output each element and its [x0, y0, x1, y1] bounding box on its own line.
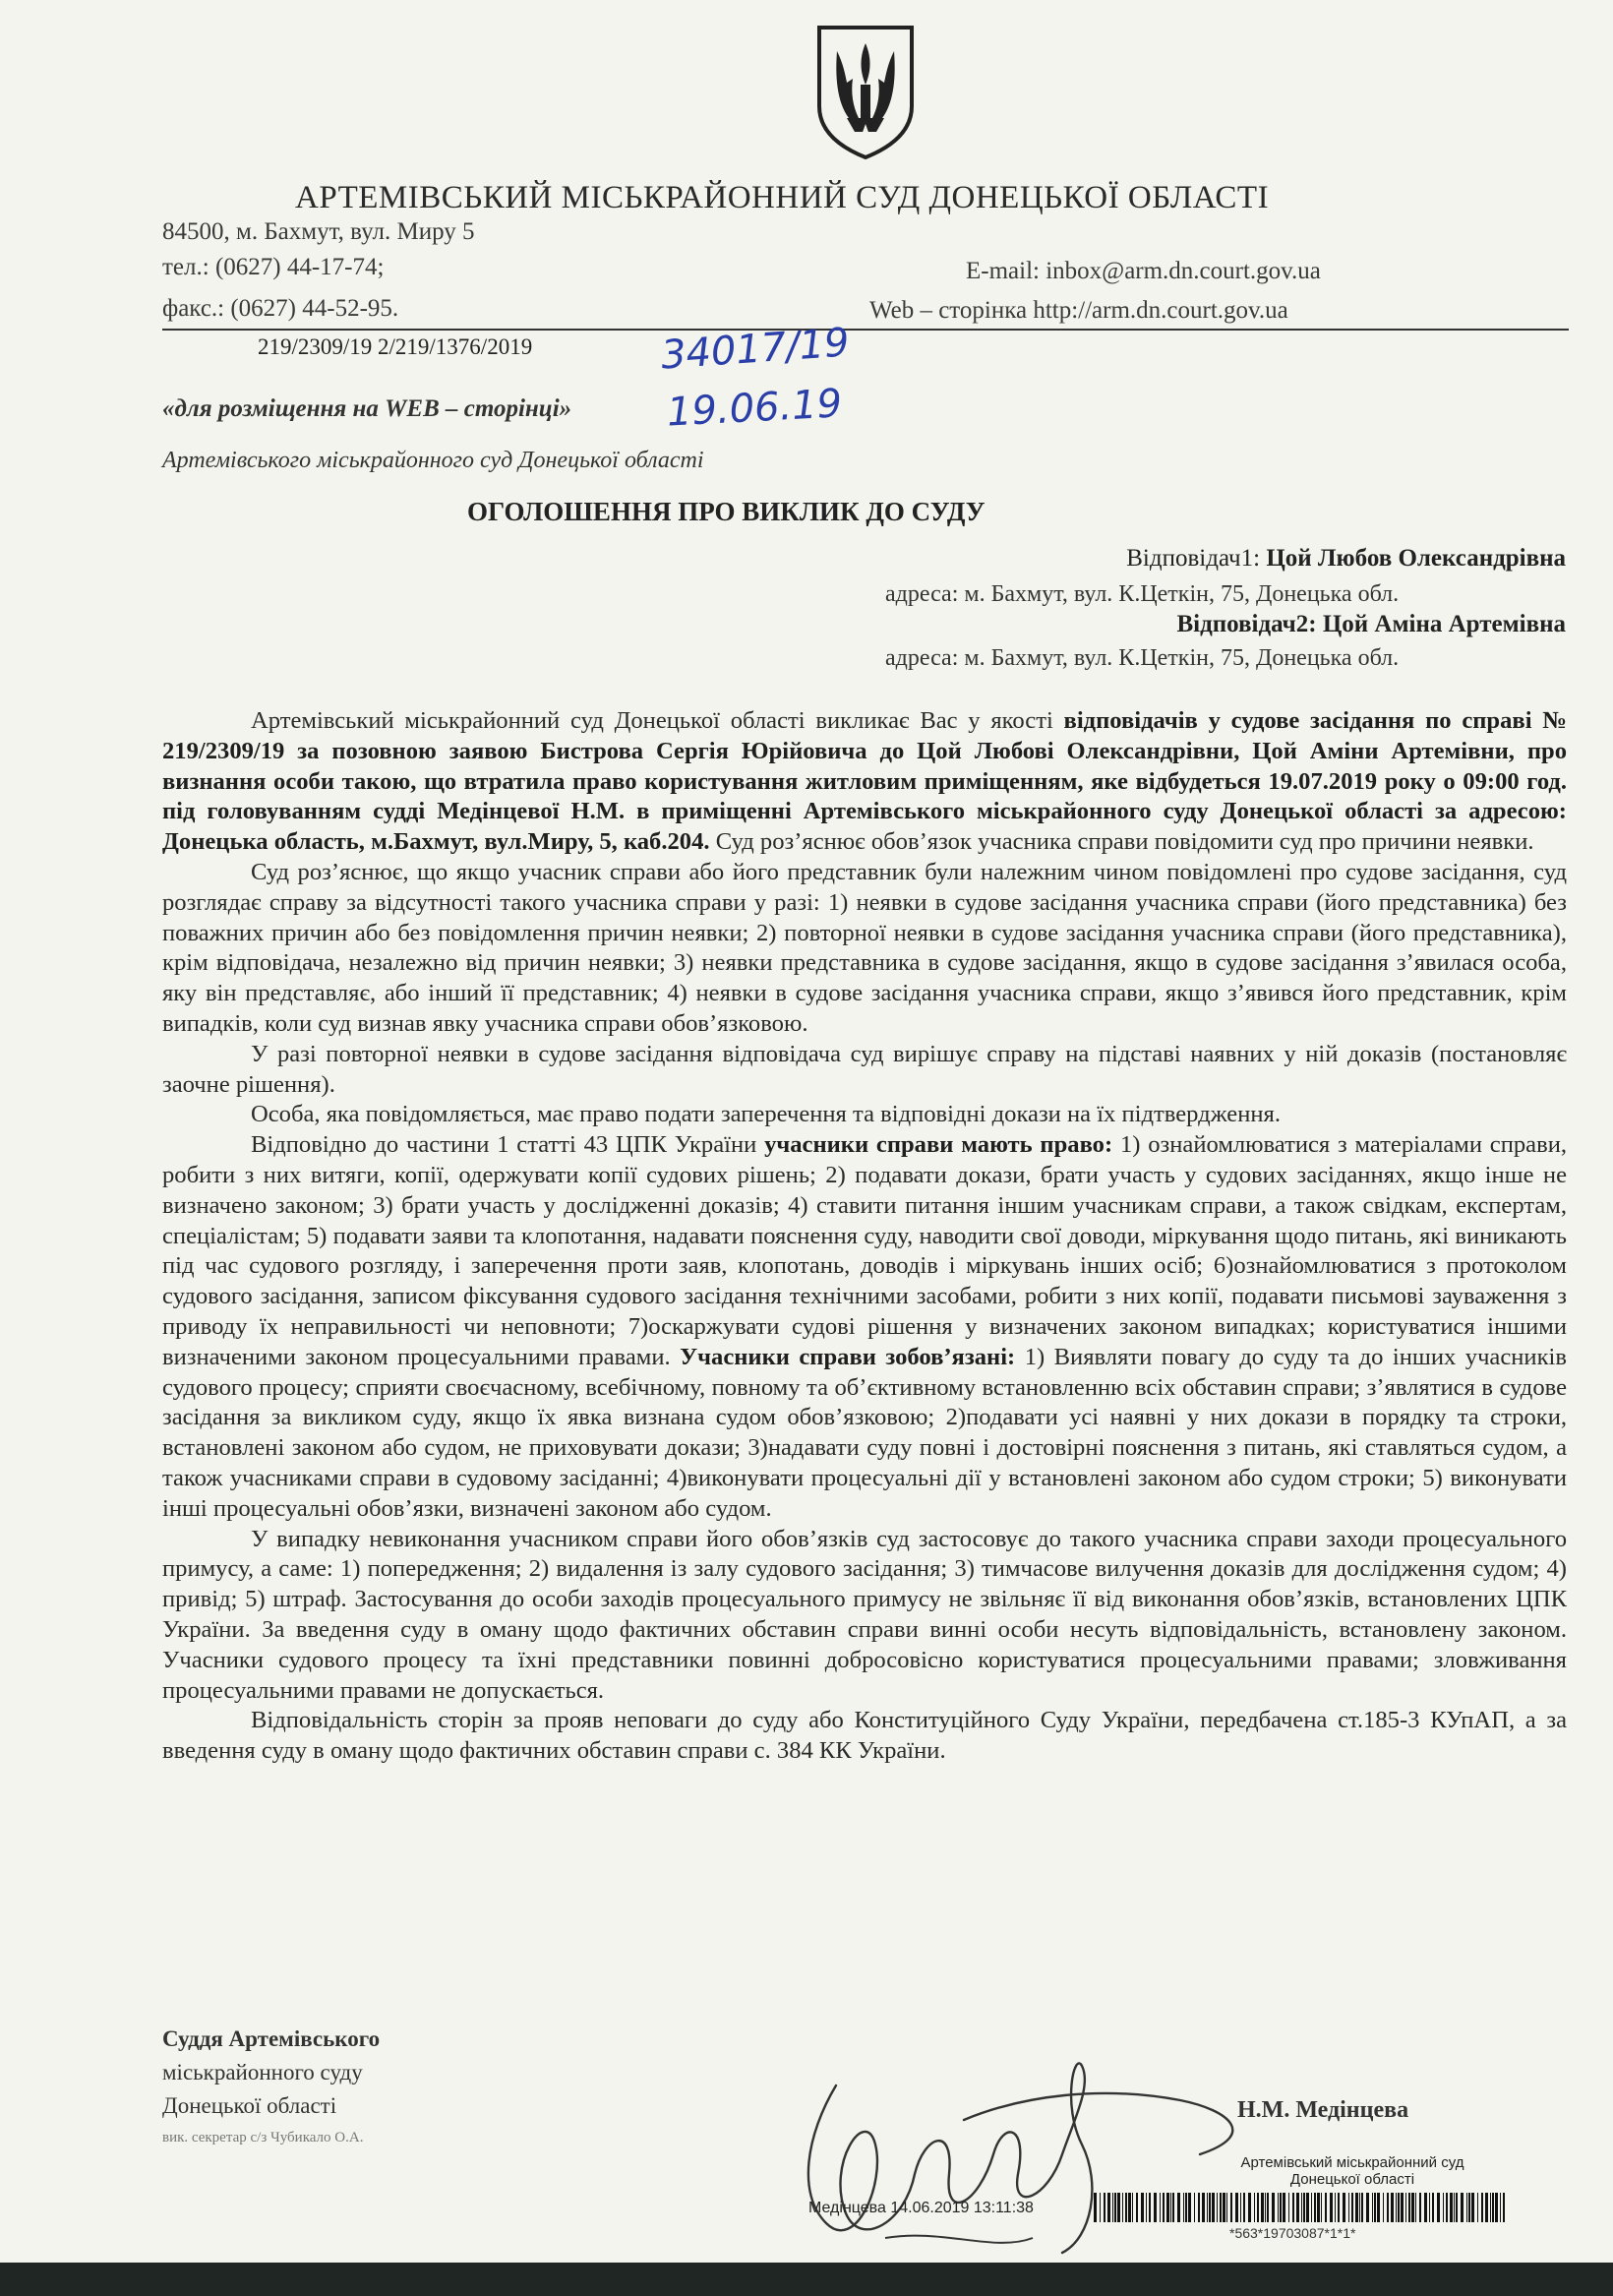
- barcode-bar: [1235, 2193, 1238, 2222]
- barcode-bar: [1100, 2193, 1101, 2222]
- barcode-bar: [1495, 2193, 1498, 2222]
- barcode-bar: [1104, 2193, 1105, 2222]
- defendant-2-name: Цой Аміна Артемівна: [1322, 611, 1566, 637]
- barcode-bar: [1226, 2193, 1227, 2222]
- court-italic-line: Артемівського міськрайонного суд Донецької області: [162, 448, 704, 473]
- barcode-bar: [1377, 2193, 1380, 2222]
- barcode-bar: [1296, 2193, 1299, 2222]
- barcode-bar: [1177, 2193, 1180, 2222]
- court-name-heading: АРТЕМІВСЬКИЙ МІСЬКРАЙОННИЙ СУД ДОНЕЦЬКОЇ ОБЛАСТІ: [295, 180, 1270, 215]
- barcode-bar: [1243, 2193, 1245, 2222]
- barcode-bar: [1112, 2193, 1113, 2222]
- barcode-bar: [1359, 2193, 1360, 2222]
- judge-name: Н.М. Медінцева: [1237, 2097, 1409, 2123]
- barcode-bar: [1198, 2193, 1200, 2222]
- barcode-bar: [1170, 2193, 1171, 2222]
- barcode-number: *563*19703087*1*1*: [1229, 2225, 1356, 2241]
- web-placement-note: «для розміщення на WEB – сторінці»: [162, 395, 572, 422]
- judge-title-line2: міськрайонного суду: [162, 2060, 363, 2085]
- barcode-bar: [1292, 2193, 1294, 2222]
- paragraph-default-judgment: У разі повторної неявки в судове засідання відповідача суд вирішує справу на підставі наявних у ній доказів (постановляє заочне рішення).: [162, 1040, 1567, 1098]
- barcode-bar: [1437, 2193, 1440, 2222]
- barcode-bar: [1492, 2193, 1494, 2222]
- barcode-bar: [1366, 2193, 1369, 2222]
- barcode-bar: [1314, 2193, 1316, 2222]
- barcode-bar: [1321, 2193, 1322, 2222]
- barcode-bar: [1122, 2193, 1123, 2222]
- document-title: ОГОЛОШЕННЯ ПРО ВИКЛИК ДО СУДУ: [467, 497, 986, 526]
- electronic-signature-timestamp: Медінцева 14.06.2019 13:11:38: [808, 2200, 1034, 2216]
- barcode-bar: [1202, 2193, 1205, 2222]
- barcode-bar: [1163, 2193, 1165, 2222]
- court-address: 84500, м. Бахмут, вул. Миру 5: [162, 218, 475, 245]
- barcode-bar: [1265, 2193, 1266, 2222]
- barcode-bar: [1114, 2193, 1116, 2222]
- barcode-bar: [1094, 2193, 1097, 2222]
- barcode-bar: [1355, 2193, 1358, 2222]
- stamp-court-line2: Донецької області: [1289, 2171, 1415, 2188]
- barcode-bar: [1424, 2193, 1427, 2222]
- barcode-bar: [1257, 2193, 1259, 2222]
- barcode-bar: [1446, 2193, 1448, 2222]
- barcode-bar: [1351, 2193, 1353, 2222]
- barcode-bar: [1188, 2193, 1191, 2222]
- court-email: E-mail: inbox@arm.dn.court.gov.ua: [966, 258, 1321, 284]
- barcode-bar: [1330, 2193, 1333, 2222]
- barcode-bar: [1220, 2193, 1222, 2222]
- handwritten-registration-number: 34017/19: [659, 320, 851, 379]
- barcode-bar: [1212, 2193, 1215, 2222]
- barcode-bar: [1185, 2193, 1187, 2222]
- barcode-bar: [1217, 2193, 1218, 2222]
- barcode-bar: [1401, 2193, 1404, 2222]
- barcode-bar: [1415, 2193, 1416, 2222]
- defendant-2-address: адреса: м. Бахмут, вул. К.Цеткін, 75, Донецька обл.: [885, 645, 1400, 671]
- barcode-bar: [1450, 2193, 1453, 2222]
- defendant-1: [1126, 545, 1566, 573]
- defendant-1-role: Відповідач1:: [1126, 545, 1261, 572]
- judge-title-block: [162, 2023, 380, 2123]
- paragraph-objection-right: Особа, яка повідомляється, має право подати заперечення та відповідні докази на їх підтвердження.: [251, 1101, 1281, 1128]
- barcode-bar: [1361, 2193, 1363, 2222]
- barcode-bar: [1248, 2193, 1251, 2222]
- scan-bottom-edge: [0, 2263, 1613, 2296]
- barcode-bar: [1240, 2193, 1241, 2222]
- barcode-bar: [1317, 2193, 1320, 2222]
- barcode-bar: [1396, 2193, 1397, 2222]
- barcode-bar: [1429, 2193, 1430, 2222]
- barcode-bar: [1132, 2193, 1133, 2222]
- barcode-bar: [1461, 2193, 1464, 2222]
- barcode-bar: [1128, 2193, 1131, 2222]
- barcode-bar: [1160, 2193, 1161, 2222]
- barcode-bar: [1468, 2193, 1470, 2222]
- barcode-bar: [1335, 2193, 1336, 2222]
- barcode-bar: [1283, 2193, 1285, 2222]
- barcode-bar: [1372, 2193, 1373, 2222]
- barcode-bar: [1490, 2193, 1491, 2222]
- barcode-bar: [1136, 2193, 1138, 2222]
- barcode-bar: [1485, 2193, 1488, 2222]
- announcement-body: [162, 706, 1567, 1767]
- paragraph-rights-duties: Відповідно до частини 1 статті 43 ЦПК України учасники справи мають право: 1) ознайомлюватися з матеріалами справи, робити з них витяги, копії, одержувати копії судових рішень; 2) подавати докази, брати участь у судових засіданнях, якщо інше не визначено законом; 3) брати участь у дослідженні доказів; 4) ставити питання іншим учасникам справи, а також свідкам, експертам, спеціалістам; 5) подавати заяви та клопотання, надавати пояснення суду, наводити свої доводи, міркування щодо питань, які виникають під час судового розгляду, і заперечення проти заяв, клопотань, доводів і міркувань інших осіб; 6)ознайомлюватися з протоколом судового засідання, записом фіксування судового засідання технічними засобами, робити з них копії, подавати письмові зауваження з приводу їх неправильності чи неповноти; 7)оскаржувати судові рішення у визначених законом випадках; користуватися іншими визначеними законом процесуальними правами. Учасники справи зобов’язані: 1) Виявляти повагу до суду та до інших учасників судового процесу; сприяти своєчасному, всебічному, повному та об’єктивному встановленню всіх обставин справи; з’являтися в судове засідання за викликом суду, якщо їх явка визнана судом обов’язковою; 2)подавати усі наявні у них докази в порядку та строки, встановлені законом або судом, не приховувати докази; 3)надавати суду повні і достовірні пояснення з питань, які ставляться судом, а також учасниками справи в судовому засіданні; 4)виконувати процесуальні дії у встановлені законом або судом строки; 5) виконувати інші процесуальні обов’язки, визначені законом або судом.: [162, 1131, 1568, 1522]
- case-numbers: 219/2309/19 2/219/1376/2019: [258, 334, 533, 359]
- barcode-bar: [1391, 2193, 1394, 2222]
- barcode-bar: [1311, 2193, 1312, 2222]
- electronic-stamp-court: [1190, 2154, 1515, 2188]
- trident-coat-of-arms-icon: [811, 22, 920, 161]
- barcode-bar: [1267, 2193, 1269, 2222]
- barcode-bar: [1301, 2193, 1302, 2222]
- barcode-bar: [1500, 2193, 1501, 2222]
- barcode-bar: [1194, 2193, 1195, 2222]
- barcode-bar: [1338, 2193, 1340, 2222]
- court-fax: факс.: (0627) 44-52-95.: [162, 295, 399, 322]
- handwritten-date: 19.06.19: [665, 381, 844, 436]
- paragraph-liability: Відповідальність сторін за прояв неповаги до суду або Конституційного Суду України, передбачена ст.185-3 КУпАП, а за введення суду в оману щодо фактичних обставин справи с. 384 КК України.: [162, 1707, 1567, 1765]
- defendant-1-address: адреса: м. Бахмут, вул. К.Цеткін, 75, Донецька обл.: [885, 581, 1400, 607]
- barcode-bar: [1477, 2193, 1478, 2222]
- barcode-bar: [1107, 2193, 1110, 2222]
- header-divider: [162, 329, 1569, 331]
- barcode-bar: [1280, 2193, 1282, 2222]
- barcode-bar: [1481, 2193, 1483, 2222]
- paragraph-summons: Артемівський міськрайонний суд Донецької області викликає Вас у якості відповідачів у судове засідання по справі № 219/2309/19 за позовною заявою Бистрова Сергія Юрійовича до Цой Любові Олександрівни, Цой Аміни Артемівни, про визнання особи такою, що втратила право користування житловим приміщенням, яке відбудеться 19.07.2019 року о 09:00 год. під головуванням судді Медінцевої Н.М. в приміщенні Артемівського міськрайонного суду Донецької області за адресою: Донецька область, м.Бахмут, вул.Миру, 5, каб.204. Суд роз’яснює обов’язок учасника справи повідомити суд про причини неявки.: [162, 707, 1567, 856]
- barcode-bar: [1254, 2193, 1255, 2222]
- barcode-bar: [1432, 2193, 1434, 2222]
- court-phone: тел.: (0627) 44-17-74;: [162, 254, 385, 280]
- defendant-2: [1177, 611, 1567, 638]
- barcode-bar: [1454, 2193, 1455, 2222]
- paragraph-coercion-measures: У випадку невиконання учасником справи його обов’язків суд застосовує до такого учасника справи заходи процесуального примусу, а саме: 1) попередження; 2) видалення із залу судового засідання; 3) тимчасове вилучення доказів для дослідження судом; 4) привід; 5) штраф. Застосування до особи заходів процесуального примусу не звільняє її від виконання обов’язків, встановлених ЦПК України. За введення суду в оману щодо фактичних обставин справи винні особи несуть відповідальність, встановлену законом. Учасники судового процесу та їхні представники повинні добросовісно користуватися процесуальними правами; зловживання процесуальними правами не допускається.: [162, 1525, 1567, 1704]
- barcode-bar: [1154, 2193, 1157, 2222]
- barcode-bar: [1223, 2193, 1225, 2222]
- barcode-bar: [1306, 2193, 1309, 2222]
- barcode-bar: [1209, 2193, 1211, 2222]
- barcode-bar: [1278, 2193, 1279, 2222]
- barcode-bar: [1419, 2193, 1421, 2222]
- barcode-bar: [1303, 2193, 1305, 2222]
- barcode-bar: [1408, 2193, 1410, 2222]
- paragraph-absence-rules: Суд роз’яснює, що якщо учасник справи або його представник були належним чином повідомлені про судове засідання, суд розглядає справу за відсутності такого учасника справи у разі: 1) неявки в судове засідання учасника справи (його представника) без поважних причин або без повідомлення причин неявки; 2) повторної неявки в судове засідання учасника справи (його представника), крім відповідача, незалежно від причин неявки; 3) неявки представника в судове засідання, якщо в судове засідання з’явилася особа, яку він представляє, або інший її представник; 4) неявки в судове засідання учасника справи, якщо з’явився його представник, крім випадків, коли суд визнав явку учасника справи обов’язковою.: [162, 858, 1567, 1037]
- barcode-bar: [1325, 2193, 1327, 2222]
- judge-title-line3: Донецької області: [162, 2093, 337, 2118]
- barcode-bar: [1348, 2193, 1349, 2222]
- barcode-bar: [1117, 2193, 1120, 2222]
- handwritten-signature: [767, 2026, 1279, 2272]
- barcode-bar: [1405, 2193, 1406, 2222]
- stamp-court-line1: Артемівський міськрайонний суд: [1240, 2154, 1464, 2171]
- barcode-bar: [1374, 2193, 1376, 2222]
- barcode: [1094, 2193, 1507, 2222]
- clerk-note: вик. секретар с/з Чубикало О.А.: [162, 2130, 364, 2145]
- barcode-bar: [1343, 2193, 1345, 2222]
- barcode-bar: [1383, 2193, 1384, 2222]
- barcode-bar: [1443, 2193, 1444, 2222]
- defendant-1-name: Цой Любов Олександрівна: [1266, 545, 1566, 572]
- court-website: Web – сторінка http://arm.dn.court.gov.ua: [869, 297, 1288, 324]
- barcode-bar: [1466, 2193, 1467, 2222]
- barcode-bar: [1471, 2193, 1474, 2222]
- barcode-bar: [1207, 2193, 1208, 2222]
- barcode-bar: [1125, 2193, 1127, 2222]
- barcode-bar: [1230, 2193, 1232, 2222]
- barcode-bar: [1146, 2193, 1147, 2222]
- barcode-bar: [1411, 2193, 1414, 2222]
- barcode-bar: [1166, 2193, 1169, 2222]
- defendant-2-role: Відповідач2:: [1176, 611, 1317, 637]
- barcode-bar: [1503, 2193, 1505, 2222]
- barcode-bar: [1141, 2193, 1144, 2222]
- barcode-bar: [1288, 2193, 1289, 2222]
- judge-title-line1: Суддя Артемівського: [162, 2026, 381, 2051]
- barcode-bar: [1183, 2193, 1184, 2222]
- barcode-bar: [1149, 2193, 1151, 2222]
- barcode-bar: [1398, 2193, 1400, 2222]
- barcode-bar: [1387, 2193, 1389, 2222]
- barcode-bar: [1261, 2193, 1264, 2222]
- barcode-bar: [1456, 2193, 1458, 2222]
- barcode-bar: [1172, 2193, 1174, 2222]
- barcode-bar: [1272, 2193, 1275, 2222]
